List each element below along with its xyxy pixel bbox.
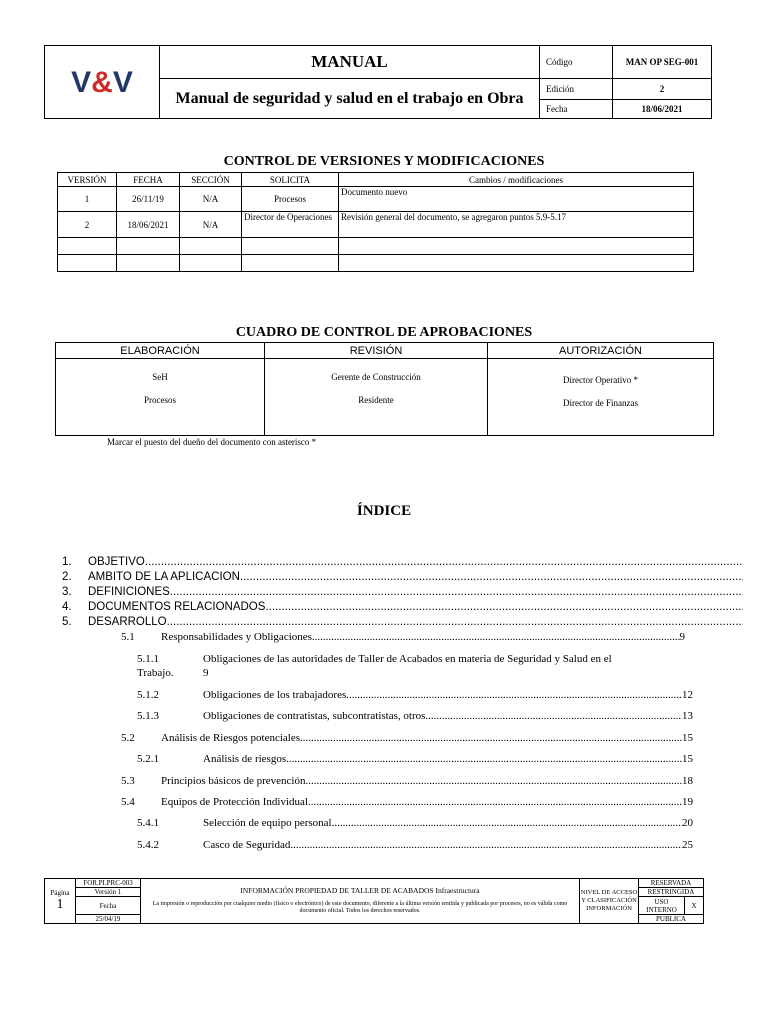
doc-type: MANUAL [160, 46, 540, 79]
index-subitem[interactable]: 5.1.2 Obligaciones de los trabajadores ..... 12 [137, 689, 693, 701]
footer-info-cell [141, 879, 580, 924]
col-cambios: Cambios / modificaciones [339, 173, 694, 187]
autorizacion-cell [488, 359, 714, 436]
index-subitem[interactable]: 5.4.2 Casco de Seguridad ..... 25 [137, 839, 693, 851]
approvals-note: Marcar el puesto del dueño del documento con asterisco * [107, 437, 317, 447]
index-subitem[interactable]: 5.1.1 Obligaciones de las autoridades de Taller de Acabados en materia de Seguridad y Salud en el Trabajo. 9 [137, 653, 612, 679]
cell-solicita: Procesos [242, 187, 339, 212]
index-item[interactable]: 3. DEFINICIONES ..... [62, 586, 743, 601]
nivel-acceso: NIVEL DE ACCESO Y CLASIFICACIÓN INFORMACIÓN [580, 879, 639, 924]
info-text: La impresión o reproducción por cualquier medio (físico o electrónico) de este documento, diferente a la última versión emitida y publicada por procesos, no es válida como documento oficial. Todos los derechos reservados. [152, 901, 568, 914]
codigo-label: Código [540, 46, 613, 79]
table-row [58, 212, 694, 238]
versions-table [57, 172, 694, 272]
index-main-list [62, 556, 743, 631]
index-item[interactable]: 2. ÁMBITO DE LA APLICACIÓN ..... [62, 571, 743, 586]
revision-cell [265, 359, 488, 436]
cell-cambios: Documento nuevo [339, 187, 694, 212]
index-title: ÍNDICE [356, 503, 412, 519]
pagina-value: 1 [56, 897, 64, 912]
index-item[interactable]: 1. OBJETIVO ..... [62, 556, 743, 571]
index-subitem[interactable]: 5.4.1 Selección de equipo personal ..... 20 [137, 817, 693, 829]
table-row [58, 238, 694, 255]
footer-fecha-value: 25/04/19 [76, 914, 141, 923]
col-solicita: SOLICITA [242, 173, 339, 187]
cell-fecha: 26/11/19 [117, 187, 180, 212]
cell-seccion: N/A [180, 187, 242, 212]
company-logo-icon [67, 60, 137, 100]
cell-cambios: Revisión general del documento, se agregaron puntos 5.9-5.17 [339, 212, 694, 238]
form-code: FOR.PI.PRC-003 [76, 879, 141, 888]
logo-cell [45, 46, 160, 119]
versions-title: CONTROL DE VERSIONES Y MODIFICACIONES [223, 154, 545, 169]
index-subitem[interactable]: 5.2.1 Análisis de riesgos ..... 15 [137, 753, 693, 765]
col-autorizacion: AUTORIZACIÓN [488, 343, 714, 359]
autorizacion-1: Director Operativo * [563, 375, 638, 385]
doc-title: Manual de seguridad y salud en el trabajo en Obra [160, 79, 540, 119]
fecha-label: Fecha [540, 99, 613, 118]
index-subitem[interactable]: 5.2 Análisis de Riesgos potenciales ..... 15 [121, 732, 693, 744]
info-title: INFORMACIÓN PROPIEDAD DE TALLER DE ACABADOS Infraestructura [240, 886, 480, 895]
pagina-label: Página [50, 889, 70, 897]
codigo-value: MAN OP SEG-001 [613, 46, 712, 79]
cell-version: 1 [58, 187, 117, 212]
col-fecha: FECHA [117, 173, 180, 187]
index-item[interactable]: 4. DOCUMENTOS RELACIONADOS ..... [62, 601, 743, 616]
index-subitem[interactable]: 5.1.3 Obligaciones de contratistas, subcontratistas, otros. ..... 13 [137, 710, 693, 722]
edicion-value: 2 [613, 79, 712, 100]
table-row [58, 187, 694, 212]
uso-interno-mark: X [685, 897, 704, 914]
table-row [58, 255, 694, 272]
cell-seccion: N/A [180, 212, 242, 238]
document-footer [44, 878, 704, 924]
document-header [44, 45, 712, 119]
col-version: VERSIÓN [58, 173, 117, 187]
fecha-value: 18/06/2021 [613, 99, 712, 118]
col-elaboracion: ELABORACIÓN [56, 343, 265, 359]
cell-fecha: 18/06/2021 [117, 212, 180, 238]
elaboracion-cell [56, 359, 265, 436]
col-seccion: SECCIÓN [180, 173, 242, 187]
elaboracion-1: SeH [152, 372, 168, 382]
index-item[interactable]: 5. DESARROLLO ..... [62, 616, 743, 631]
form-version: Versión 1 [76, 888, 141, 897]
footer-fecha-label: Fecha [76, 897, 141, 914]
restringida: RESTRINGIDA [639, 888, 704, 897]
approvals-table [55, 342, 714, 436]
index-subitem[interactable]: 5.1 Responsabilidades y Obligaciones ..... 9 [121, 631, 685, 643]
uso-interno: USO INTERNO [639, 897, 685, 914]
cell-version: 2 [58, 212, 117, 238]
index-subitem[interactable]: 5.3 Principios básicos de prevención ..... 18 [121, 775, 693, 787]
revision-2: Residente [358, 395, 394, 405]
approvals-title: CUADRO DE CONTROL DE APROBACIONES [235, 325, 533, 340]
table-header-row [58, 173, 694, 187]
elaboracion-2: Procesos [144, 395, 176, 405]
publica: PUBLICA [639, 914, 704, 923]
autorizacion-2: Director de Finanzas [563, 398, 638, 408]
revision-1: Gerente de Construcción [331, 372, 421, 382]
reservada: RESERVADA [639, 879, 704, 888]
svg-text:V&V: V&V [71, 65, 133, 99]
index-subitem[interactable]: 5.4 Equipos de Protección Individual ..... 19 [121, 796, 693, 808]
footer-page-cell [45, 879, 76, 924]
cell-solicita: Director de Operaciones [242, 212, 339, 238]
col-revision: REVISIÓN [265, 343, 488, 359]
edicion-label: Edición [540, 79, 613, 100]
